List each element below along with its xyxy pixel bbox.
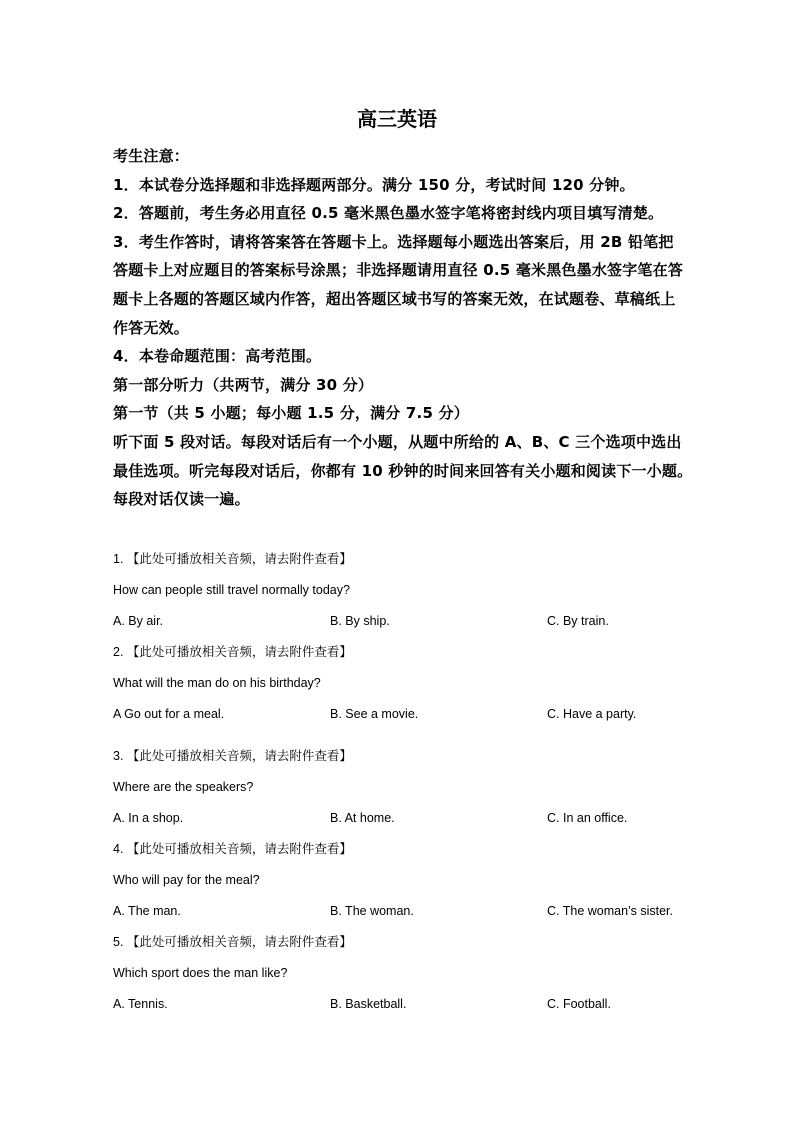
- option-b[interactable]: B. By ship.: [330, 614, 390, 628]
- question-1: [113, 550, 713, 630]
- option-a[interactable]: A. The man.: [113, 904, 181, 918]
- audio-placeholder[interactable]: 5. 【此处可播放相关音频，请去附件查看】: [113, 935, 352, 949]
- instruction-line: 作答无效。: [113, 318, 190, 337]
- page-title: 高三英语: [357, 107, 437, 131]
- subsection-heading: 第一节（共 5 小题；每小题 1.5 分，满分 7.5 分）: [113, 404, 469, 423]
- answer-options: [113, 705, 713, 723]
- answer-options: [113, 612, 713, 630]
- option-a[interactable]: A Go out for a meal.: [113, 707, 225, 721]
- listening-direction: 听下面 5 段对话。每段对话后有一个小题，从题中所给的 A、B、C 三个选项中选出: [113, 432, 682, 451]
- question-2: [113, 643, 713, 723]
- option-b[interactable]: B. See a movie.: [330, 707, 419, 721]
- section-heading: 第一部分听力（共两节，满分 30 分）: [113, 375, 374, 394]
- question-stem: Which sport does the man like?: [113, 966, 288, 980]
- option-b[interactable]: B. The woman.: [330, 904, 414, 918]
- question-3: [113, 747, 713, 827]
- listening-direction: 最佳选项。听完每段对话后，你都有 10 秒钟的时间来回答有关小题和阅读下一小题。: [113, 461, 693, 480]
- option-c[interactable]: C. Have a party.: [547, 707, 637, 721]
- question-stem: Who will pay for the meal?: [113, 873, 260, 887]
- option-c[interactable]: C. By train.: [547, 614, 609, 628]
- audio-placeholder[interactable]: 1. 【此处可播放相关音频，请去附件查看】: [113, 552, 352, 566]
- option-a[interactable]: A. Tennis.: [113, 997, 168, 1011]
- audio-placeholder[interactable]: 2. 【此处可播放相关音频，请去附件查看】: [113, 645, 352, 659]
- instruction-line: 4．本卷命题范围：高考范围。: [113, 347, 322, 366]
- answer-options: [113, 902, 713, 920]
- option-a[interactable]: A. By air.: [113, 614, 164, 628]
- audio-placeholder[interactable]: 3. 【此处可播放相关音频，请去附件查看】: [113, 749, 352, 763]
- instruction-line: 答题卡上对应题目的答案标号涂黑；非选择题请用直径 0.5 毫米黑色墨水签字笔在答: [113, 261, 684, 280]
- question-stem: What will the man do on his birthday?: [113, 676, 321, 690]
- exam-instructions: [113, 142, 703, 514]
- question-stem: Where are the speakers?: [113, 780, 254, 794]
- option-c[interactable]: C. In an office.: [547, 811, 628, 825]
- option-b[interactable]: B. At home.: [330, 811, 395, 825]
- answer-options: [113, 809, 713, 827]
- option-c[interactable]: C. Football.: [547, 997, 611, 1011]
- instruction-line: 1．本试卷分选择题和非选择题两部分。满分 150 分，考试时间 120 分钟。: [113, 175, 635, 194]
- audio-placeholder[interactable]: 4. 【此处可播放相关音频，请去附件查看】: [113, 842, 352, 856]
- answer-options: [113, 995, 713, 1013]
- option-b[interactable]: B. Basketball.: [330, 997, 407, 1011]
- instruction-line: 题卡上各题的答题区域内作答，超出答题区域书写的答案无效，在试题卷、草稿纸上: [113, 289, 676, 308]
- listening-direction: 每段对话仅读一遍。: [113, 490, 250, 509]
- instruction-line: 3．考生作答时，请将答案答在答题卡上。选择题每小题选出答案后，用 2B 铅笔把: [113, 232, 674, 251]
- question-stem: How can people still travel normally today?: [113, 583, 350, 597]
- instruction-line: 考生注意：: [113, 147, 190, 165]
- option-c[interactable]: C. The woman’s sister.: [547, 904, 673, 918]
- option-a[interactable]: A. In a shop.: [113, 811, 184, 825]
- question-4: [113, 840, 713, 920]
- question-5: [113, 933, 713, 1013]
- instruction-line: 2．答题前，考生务必用直径 0.5 毫米黑色墨水签字笔将密封线内项目填写清楚。: [113, 204, 664, 223]
